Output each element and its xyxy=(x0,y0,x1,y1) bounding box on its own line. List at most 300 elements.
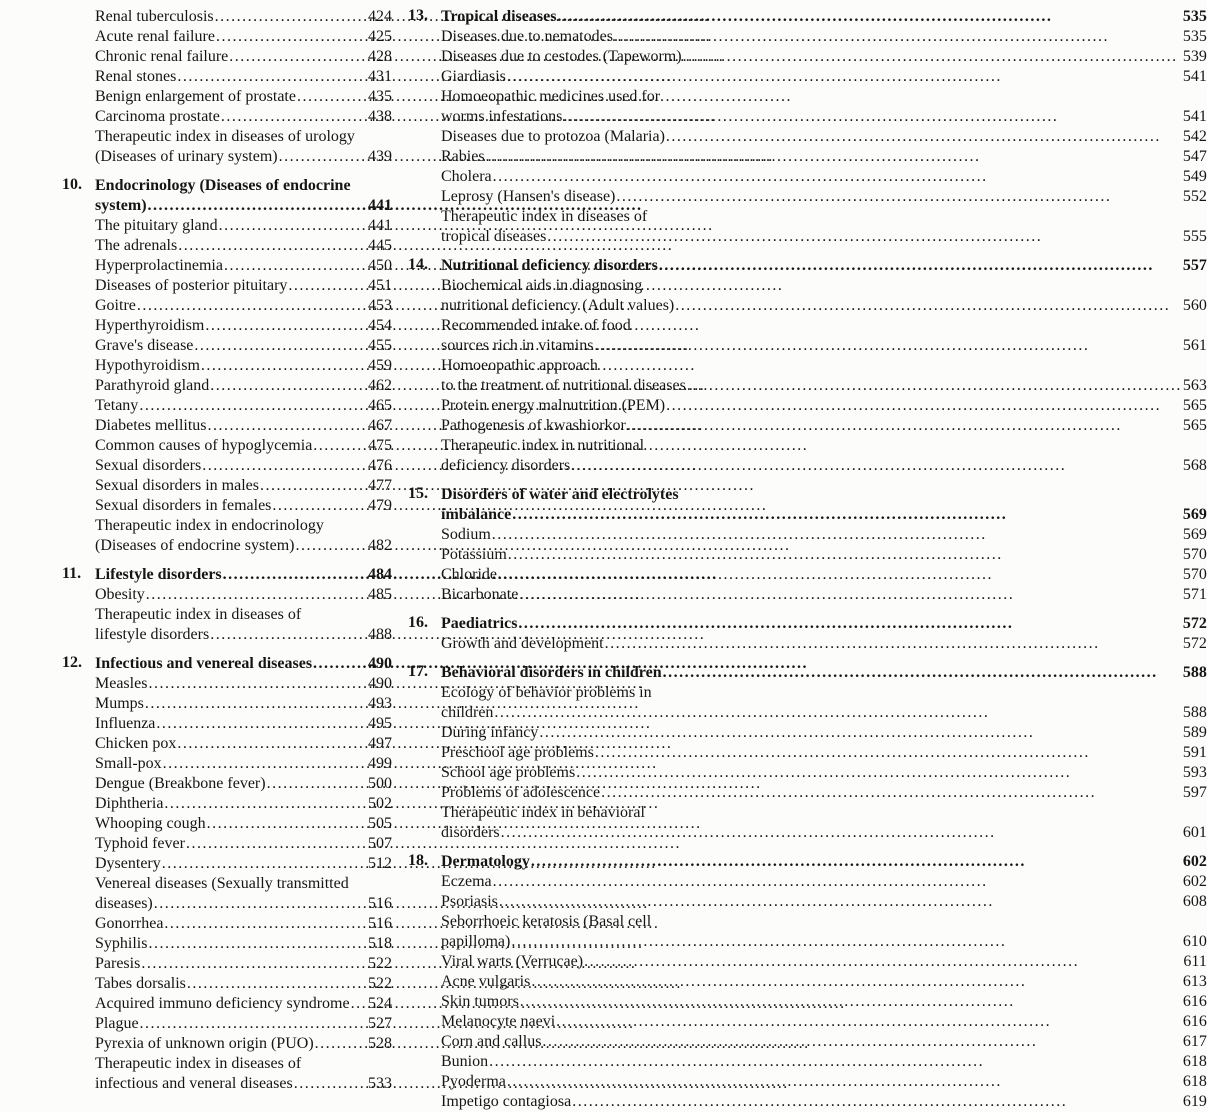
dot-leader xyxy=(210,625,367,645)
toc-entry xyxy=(62,974,392,994)
chapter-number xyxy=(62,794,95,814)
chapter-number xyxy=(408,972,441,992)
entry-content xyxy=(441,87,1207,127)
entry-label: Sodium xyxy=(441,526,491,543)
dot-leader xyxy=(140,1014,367,1034)
dot-leader xyxy=(177,734,367,754)
chapter-number xyxy=(408,912,441,952)
dot-leader xyxy=(219,216,367,236)
entry-line xyxy=(441,783,1207,803)
chapter-number xyxy=(62,47,95,67)
toc-entry xyxy=(408,992,1207,1012)
chapter-number xyxy=(408,763,441,783)
dot-leader xyxy=(493,872,1182,892)
chapter-number xyxy=(408,436,441,476)
chapter-number xyxy=(62,456,95,476)
chapter-number xyxy=(62,994,95,1014)
chapter-number xyxy=(62,296,95,316)
toc-entry xyxy=(62,774,392,794)
entry-content xyxy=(95,276,392,296)
chapter-number xyxy=(62,874,95,914)
entry-label: Sexual disorders in males xyxy=(95,477,259,494)
chapter-number xyxy=(408,47,441,67)
entry-line xyxy=(441,505,1207,525)
entry-label: (Diseases of urinary system) xyxy=(95,148,278,165)
entry-label: Recommended intake of food xyxy=(441,317,631,334)
entry-page: 485 xyxy=(368,586,392,603)
entry-content xyxy=(95,1034,392,1054)
dot-leader xyxy=(571,456,1182,476)
entry-content xyxy=(95,7,392,27)
entry-label: Potassium xyxy=(441,546,507,563)
entry-page: 547 xyxy=(1182,148,1207,165)
entry-line xyxy=(441,1052,1207,1072)
entry-line xyxy=(441,892,1207,912)
dot-leader xyxy=(208,416,367,436)
entry-content xyxy=(441,167,1207,187)
entry-label: Therapeutic index in behavioral xyxy=(441,804,645,821)
entry-label: Behavioral disorders in children xyxy=(441,664,662,681)
entry-line xyxy=(95,476,392,496)
chapter-number xyxy=(408,803,441,843)
toc-column xyxy=(62,7,392,1108)
chapter-number xyxy=(62,674,95,694)
dot-leader xyxy=(683,47,1182,67)
entry-label: Carcinoma prostate xyxy=(95,108,220,125)
entry-line xyxy=(95,874,392,894)
toc-entry xyxy=(62,714,392,734)
chapter-number: 12. xyxy=(62,654,82,671)
dot-leader xyxy=(177,67,367,87)
dot-leader xyxy=(520,992,1182,1012)
entry-label: disorders xyxy=(441,824,500,841)
chapter-number xyxy=(62,316,95,336)
entry-page: 476 xyxy=(368,457,392,474)
entry-label: Bicarbonate xyxy=(441,586,519,603)
entry-line xyxy=(95,7,392,27)
entry-content xyxy=(441,127,1207,147)
entry-label: Sexual disorders in females xyxy=(95,497,272,514)
dot-leader xyxy=(493,167,1182,187)
chapter-number: 18. xyxy=(408,852,428,869)
entry-content xyxy=(95,376,392,396)
toc-entry xyxy=(62,107,392,127)
entry-line xyxy=(441,763,1207,783)
entry-line xyxy=(441,456,1207,476)
entry-line xyxy=(95,316,392,336)
entry-line xyxy=(441,1032,1207,1052)
entry-line xyxy=(441,87,1207,107)
entry-page: 617 xyxy=(1182,1033,1207,1050)
entry-content xyxy=(441,912,1207,952)
entry-page: 499 xyxy=(368,755,392,772)
entry-page: 565 xyxy=(1182,417,1207,434)
entry-content xyxy=(95,834,392,854)
dot-leader xyxy=(508,545,1182,565)
entry-page: 552 xyxy=(1182,188,1207,205)
chapter-number xyxy=(62,256,95,276)
toc-entry xyxy=(408,892,1207,912)
toc-entry xyxy=(62,874,392,914)
chapter-number xyxy=(62,934,95,954)
entry-content xyxy=(95,974,392,994)
entry-content xyxy=(441,585,1207,605)
toc-entry xyxy=(408,47,1207,67)
entry-page: 610 xyxy=(1182,933,1207,950)
dot-leader xyxy=(542,1032,1181,1052)
toc-entry xyxy=(408,743,1207,763)
entry-page: 572 xyxy=(1182,635,1207,652)
toc-chapter-entry xyxy=(408,256,1207,276)
entry-line xyxy=(95,196,392,216)
entry-label: children xyxy=(441,704,494,721)
entry-label: Therapeutic index in nutritional xyxy=(441,437,645,454)
entry-label: Eczema xyxy=(441,873,492,890)
toc-entry xyxy=(62,316,392,336)
toc-entry xyxy=(62,7,392,27)
entry-page: 425 xyxy=(368,28,392,45)
entry-line xyxy=(441,436,1207,456)
entry-page: 541 xyxy=(1182,68,1207,85)
toc-entry xyxy=(408,763,1207,783)
toc-entry xyxy=(62,476,392,496)
chapter-number xyxy=(408,783,441,803)
dot-leader xyxy=(499,892,1182,912)
entry-label: deficiency disorders xyxy=(441,457,571,474)
entry-page: 549 xyxy=(1182,168,1207,185)
entry-line xyxy=(95,854,392,874)
toc-entry xyxy=(408,396,1207,416)
chapter-number xyxy=(62,376,95,396)
chapter-number xyxy=(408,87,441,127)
entry-line xyxy=(95,376,392,396)
entry-page: 490 xyxy=(368,675,392,692)
entry-label: Diseases of posterior pituitary xyxy=(95,277,288,294)
entry-page: 507 xyxy=(368,835,392,852)
dot-leader xyxy=(154,894,367,914)
chapter-number xyxy=(62,87,95,107)
entry-page: 528 xyxy=(368,1035,392,1052)
dot-leader xyxy=(194,336,367,356)
entry-content xyxy=(441,952,1207,972)
entry-label: Influenza xyxy=(95,715,156,732)
toc-entry xyxy=(62,605,392,645)
entry-line xyxy=(95,974,392,994)
entry-line xyxy=(441,296,1207,316)
entry-content xyxy=(441,207,1207,247)
entry-label: Therapeutic index in diseases of xyxy=(441,208,648,225)
entry-content xyxy=(441,723,1207,743)
entry-content xyxy=(95,674,392,694)
entry-page: 459 xyxy=(368,357,392,374)
chapter-number: 14. xyxy=(408,256,428,273)
entry-page: 601 xyxy=(1182,824,1207,841)
entry-content xyxy=(95,87,392,107)
dot-leader xyxy=(210,376,367,396)
entry-line xyxy=(441,7,1207,27)
chapter-number xyxy=(62,914,95,934)
entry-line xyxy=(441,396,1207,416)
entry-line xyxy=(441,683,1207,703)
entry-label: Diphtheria xyxy=(95,795,164,812)
entry-label: Skin tumors xyxy=(441,993,519,1010)
dot-leader xyxy=(601,783,1182,803)
dot-leader xyxy=(501,823,1182,843)
dot-leader xyxy=(294,1074,367,1094)
chapter-number xyxy=(62,356,95,376)
entry-page: 560 xyxy=(1182,297,1207,314)
entry-label: Benign enlargement of prostate xyxy=(95,88,296,105)
entry-line xyxy=(95,516,392,536)
toc-entry xyxy=(62,854,392,874)
entry-content xyxy=(95,694,392,714)
entry-page: 455 xyxy=(368,337,392,354)
entry-label: Preschool age problems xyxy=(441,744,594,761)
entry-label: Diseases due to cestodes (Tapeworm) xyxy=(441,48,682,65)
entry-page: 588 xyxy=(1182,664,1207,681)
entry-page: 441 xyxy=(368,217,392,234)
entry-content xyxy=(95,516,392,556)
entry-line xyxy=(95,127,392,147)
dot-leader xyxy=(145,694,367,714)
toc-entry xyxy=(62,794,392,814)
entry-content xyxy=(95,476,392,496)
entry-page: 613 xyxy=(1182,973,1207,990)
chapter-number xyxy=(408,1052,441,1072)
entry-line xyxy=(441,316,1207,336)
entry-line xyxy=(441,67,1207,87)
entry-label: Disorders of water and electrolytes xyxy=(441,486,679,503)
toc-column xyxy=(408,7,1207,1108)
entry-label: Cholera xyxy=(441,168,492,185)
dot-leader xyxy=(594,336,1181,356)
entry-content xyxy=(441,872,1207,892)
dot-leader xyxy=(563,107,1182,127)
entry-label: Rabies xyxy=(441,148,485,165)
entry-line xyxy=(441,187,1207,207)
entry-content xyxy=(95,127,392,167)
chapter-number xyxy=(62,127,95,167)
dot-leader xyxy=(556,1012,1182,1032)
entry-page: 441 xyxy=(368,197,392,214)
entry-line xyxy=(95,176,392,196)
entry-label: Mumps xyxy=(95,695,144,712)
entry-content xyxy=(441,614,1207,634)
toc-chapter-entry xyxy=(62,565,392,585)
entry-line xyxy=(441,127,1207,147)
entry-line xyxy=(441,823,1207,843)
entry-line xyxy=(95,894,392,914)
toc-entry xyxy=(62,1054,392,1094)
dot-leader xyxy=(498,565,1182,585)
chapter-number xyxy=(62,396,95,416)
entry-label: Whooping cough xyxy=(95,815,206,832)
entry-page: 475 xyxy=(368,437,392,454)
entry-page: 570 xyxy=(1182,566,1207,583)
chapter-number xyxy=(408,276,441,316)
entry-page: 527 xyxy=(368,1015,392,1032)
entry-line xyxy=(95,436,392,456)
entry-page: 500 xyxy=(368,775,392,792)
dot-leader xyxy=(221,107,367,127)
chapter-number xyxy=(62,276,95,296)
toc-entry xyxy=(408,723,1207,743)
entry-content xyxy=(441,1012,1207,1032)
entry-line xyxy=(441,614,1207,634)
dot-leader xyxy=(547,227,1182,247)
entry-label: Pathogenesis of kwashiorkor xyxy=(441,417,626,434)
entry-content xyxy=(95,256,392,276)
toc-entry xyxy=(408,67,1207,87)
toc-entry xyxy=(62,67,392,87)
entry-content xyxy=(441,256,1207,276)
entry-label: Grave's disease xyxy=(95,337,194,354)
chapter-number xyxy=(408,1032,441,1052)
entry-line xyxy=(95,456,392,476)
chapter-number xyxy=(62,336,95,356)
entry-content xyxy=(95,874,392,914)
entry-label: During infancy xyxy=(441,724,539,741)
dot-leader xyxy=(663,663,1179,683)
entry-line xyxy=(95,27,392,47)
entry-content xyxy=(95,456,392,476)
entry-label: Homoeopathic approach xyxy=(441,357,598,374)
dot-leader xyxy=(315,1034,367,1054)
chapter-number xyxy=(408,1072,441,1092)
entry-content xyxy=(95,854,392,874)
entry-line xyxy=(95,734,392,754)
toc-entry xyxy=(408,585,1207,605)
dot-leader xyxy=(531,972,1182,992)
chapter-number xyxy=(62,516,95,556)
toc-entry xyxy=(408,952,1207,972)
dot-leader xyxy=(605,634,1182,654)
dot-leader xyxy=(156,714,367,734)
entry-label: Ecology of behavior problems in xyxy=(441,684,652,701)
entry-content xyxy=(95,47,392,67)
dot-leader xyxy=(148,196,364,216)
toc-entry xyxy=(62,1014,392,1034)
dot-leader xyxy=(557,7,1178,27)
entry-content xyxy=(441,485,1207,525)
entry-line xyxy=(441,952,1207,972)
entry-page: 493 xyxy=(368,695,392,712)
entry-line xyxy=(95,296,392,316)
entry-label: Common causes of hypoglycemia xyxy=(95,437,313,454)
entry-line xyxy=(441,585,1207,605)
entry-content xyxy=(441,525,1207,545)
entry-line xyxy=(441,256,1207,276)
chapter-number xyxy=(62,216,95,236)
entry-page: 589 xyxy=(1182,724,1207,741)
entry-page: 608 xyxy=(1182,893,1207,910)
entry-label: Problems of adolescence xyxy=(441,784,601,801)
entry-content xyxy=(441,147,1207,167)
toc-chapter-entry xyxy=(408,7,1207,27)
entry-line xyxy=(95,914,392,934)
entry-label: Infectious and venereal diseases xyxy=(95,655,313,672)
entry-content xyxy=(95,107,392,127)
toc-entry xyxy=(408,167,1207,187)
entry-line xyxy=(95,625,392,645)
entry-content xyxy=(95,774,392,794)
toc-entry xyxy=(62,396,392,416)
entry-page: 535 xyxy=(1182,8,1207,25)
toc-chapter-entry xyxy=(62,654,392,674)
toc-entry xyxy=(408,1032,1207,1052)
toc-entry xyxy=(62,496,392,516)
entry-page: 516 xyxy=(368,895,392,912)
toc-entry xyxy=(408,1012,1207,1032)
chapter-number xyxy=(408,416,441,436)
chapter-number xyxy=(62,436,95,456)
entry-label: imbalance xyxy=(441,506,512,523)
entry-line xyxy=(441,107,1207,127)
entry-page: 533 xyxy=(368,1075,392,1092)
entry-label: worms infestations xyxy=(441,108,563,125)
entry-label: Giardiasis xyxy=(441,68,506,85)
entry-line xyxy=(441,356,1207,376)
chapter-number xyxy=(408,127,441,147)
entry-line xyxy=(95,774,392,794)
chapter-number xyxy=(62,7,95,27)
entry-line xyxy=(95,585,392,605)
chapter-number xyxy=(408,147,441,167)
toc-entry xyxy=(62,834,392,854)
toc-entry xyxy=(62,27,392,47)
entry-label: Acute renal failure xyxy=(95,28,215,45)
chapter-number xyxy=(62,754,95,774)
toc-entry xyxy=(62,814,392,834)
entry-line xyxy=(441,525,1207,545)
chapter-number xyxy=(408,952,441,972)
entry-page: 495 xyxy=(368,715,392,732)
dot-leader xyxy=(162,854,367,874)
toc-entry xyxy=(408,316,1207,356)
entry-page: 462 xyxy=(368,377,392,394)
toc-entry xyxy=(408,87,1207,127)
dot-leader xyxy=(659,256,1179,276)
entry-content xyxy=(441,803,1207,843)
toc-entry xyxy=(62,1034,392,1054)
toc-entry xyxy=(408,436,1207,476)
entry-label: nutritional deficiency (Adult values) xyxy=(441,297,675,314)
entry-line xyxy=(441,227,1207,247)
entry-content xyxy=(441,316,1207,356)
chapter-number xyxy=(62,1054,95,1094)
dot-leader xyxy=(507,67,1182,87)
toc-entry xyxy=(62,276,392,296)
entry-label: Pyoderma xyxy=(441,1073,506,1090)
entry-page: 542 xyxy=(1182,128,1207,145)
entry-label: Seborrhoeic keratosis (Basal cell xyxy=(441,913,652,930)
entry-line xyxy=(441,167,1207,187)
chapter-number xyxy=(62,416,95,436)
entry-content xyxy=(95,436,392,456)
entry-page: 561 xyxy=(1182,337,1207,354)
chapter-number xyxy=(62,236,95,256)
chapter-number xyxy=(408,27,441,47)
toc-entry xyxy=(408,872,1207,892)
entry-page: 465 xyxy=(368,397,392,414)
dot-leader xyxy=(539,723,1182,743)
chapter-number xyxy=(408,743,441,763)
dot-leader xyxy=(313,436,367,456)
entry-label: Corn and callus xyxy=(441,1033,542,1050)
entry-page: 593 xyxy=(1182,764,1207,781)
entry-content xyxy=(95,396,392,416)
dot-leader xyxy=(512,505,1179,525)
